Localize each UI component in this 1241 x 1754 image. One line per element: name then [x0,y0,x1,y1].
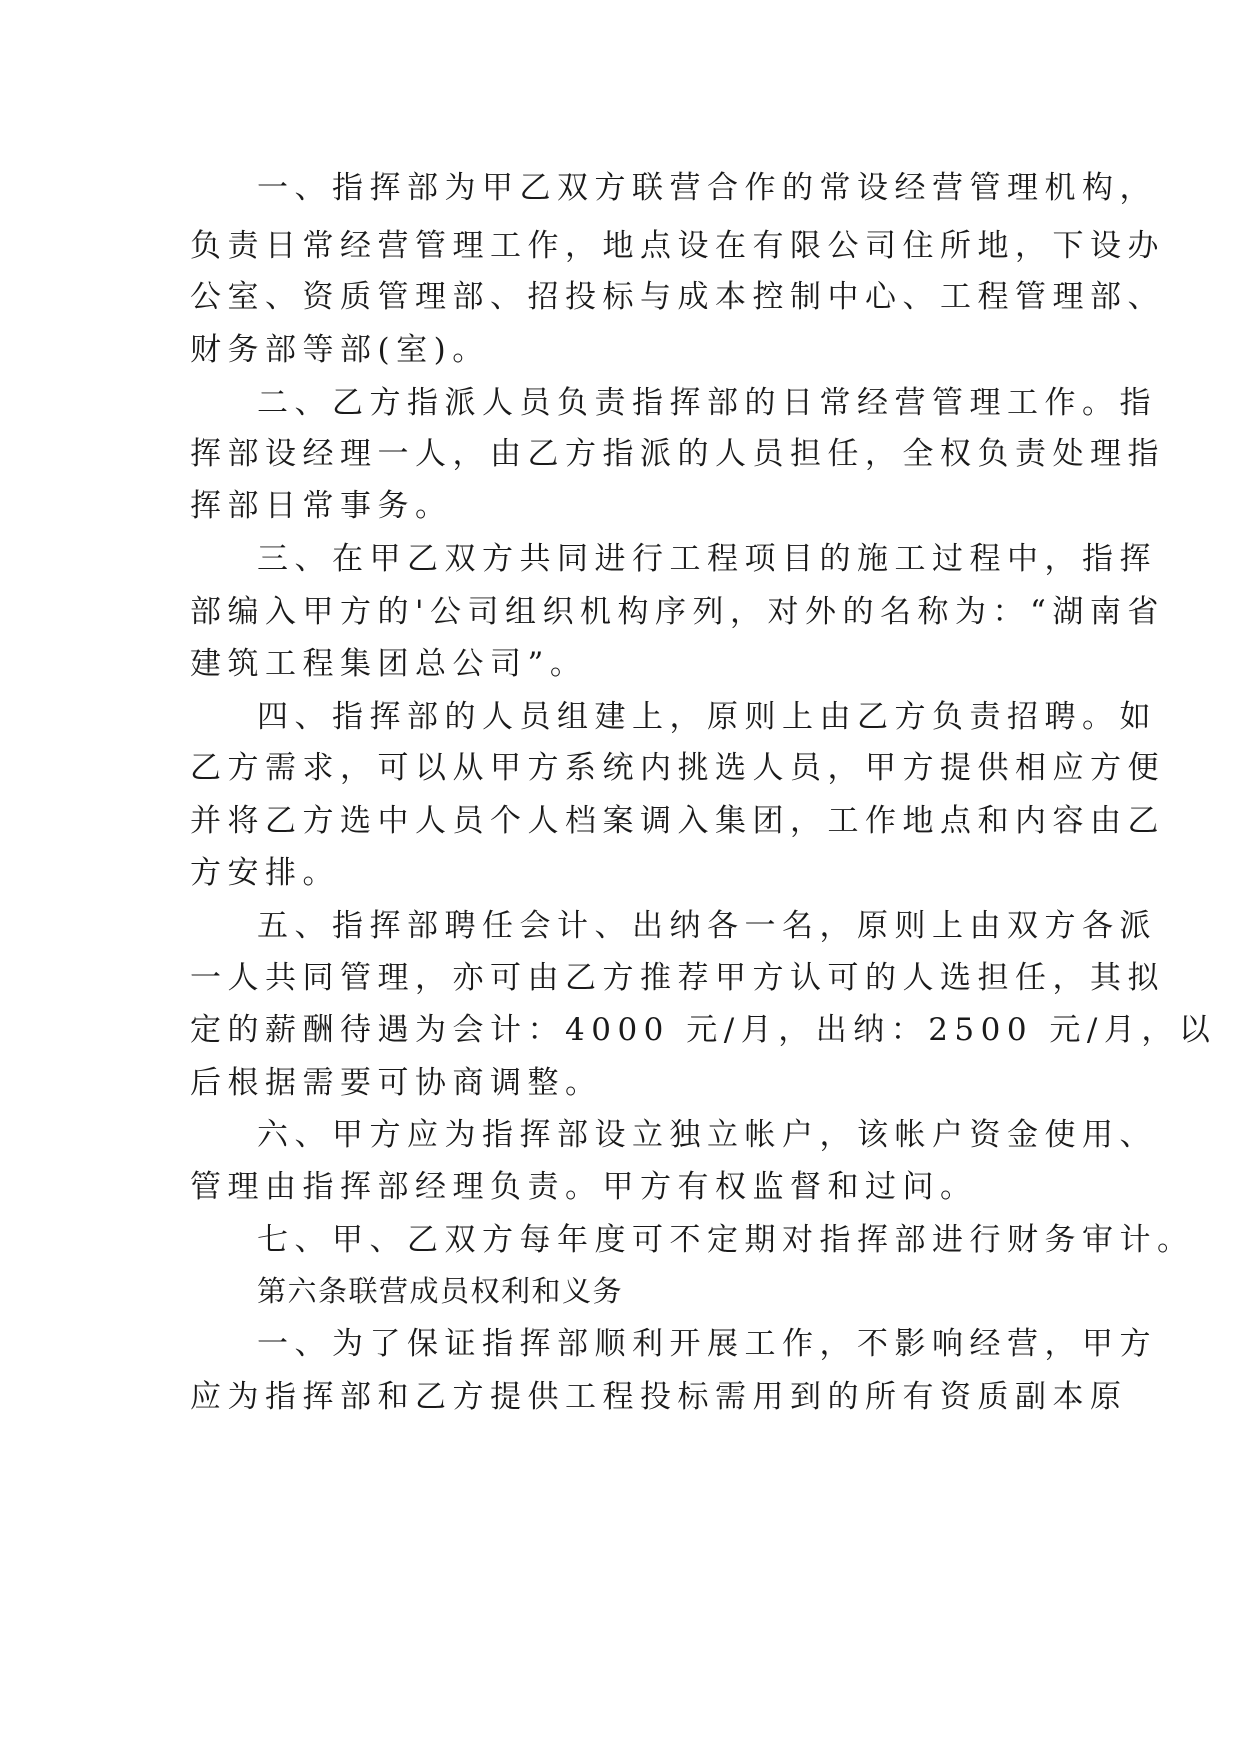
paragraph-line: 应为指挥部和乙方提供工程投标需用到的所有资质副本原 [190,1379,1128,1415]
paragraph-line: 负责日常经营管理工作，地点设在有限公司住所地，下设办 [190,228,1165,264]
paragraph-line: 并将乙方选中人员个人档案调入集团，工作地点和内容由乙 [190,803,1165,839]
paragraph-line: 管理由指挥部经理负责。甲方有权监督和过问。 [190,1169,978,1205]
paragraph-line: 挥部设经理一人，由乙方指派的人员担任，全权负责处理指 [190,436,1165,472]
paragraph-line: 五、指挥部聘任会计、出纳各一名，原则上由双方各派 [257,908,1157,944]
paragraph-line: 一、指挥部为甲乙双方联营合作的常设经营管理机构， [257,170,1157,206]
paragraph-line: 挥部日常事务。 [190,488,453,524]
paragraph-line: 六、甲方应为指挥部设立独立帐户，该帐户资金使用、 [257,1117,1157,1153]
paragraph-line: 一人共同管理，亦可由乙方推荐甲方认可的人选担任，其拟 [190,960,1165,996]
paragraph-line: 乙方需求，可以从甲方系统内挑选人员，甲方提供相应方便 [190,750,1165,786]
paragraph-line: 一、为了保证指挥部顺利开展工作，不影响经营，甲方 [257,1326,1157,1362]
paragraph-line: 公室、资质管理部、招投标与成本控制中心、工程管理部、 [190,279,1165,315]
paragraph-line: 七、甲、乙双方每年度可不定期对指挥部进行财务审计。 [257,1222,1195,1258]
paragraph-line: 三、在甲乙双方共同进行工程项目的施工过程中，指挥 [257,541,1157,577]
paragraph-line: 方安排。 [190,855,340,891]
paragraph-line: 部编入甲方的'公司组织机构序列，对外的名称为：“湖南省 [190,594,1165,630]
paragraph-line: 定的薪酬待遇为会计：4000 元/月，出纳：2500 元/月，以 [190,1012,1217,1048]
paragraph-line: 建筑工程集团总公司”。 [190,646,588,682]
section-heading: 第六条联营成员权利和义务 [257,1274,624,1308]
paragraph-line: 二、乙方指派人员负责指挥部的日常经营管理工作。指 [257,385,1157,421]
paragraph-line: 后根据需要可协商调整。 [190,1065,603,1101]
paragraph-line: 财务部等部(室)。 [190,332,490,368]
paragraph-line: 四、指挥部的人员组建上，原则上由乙方负责招聘。如 [257,699,1157,735]
